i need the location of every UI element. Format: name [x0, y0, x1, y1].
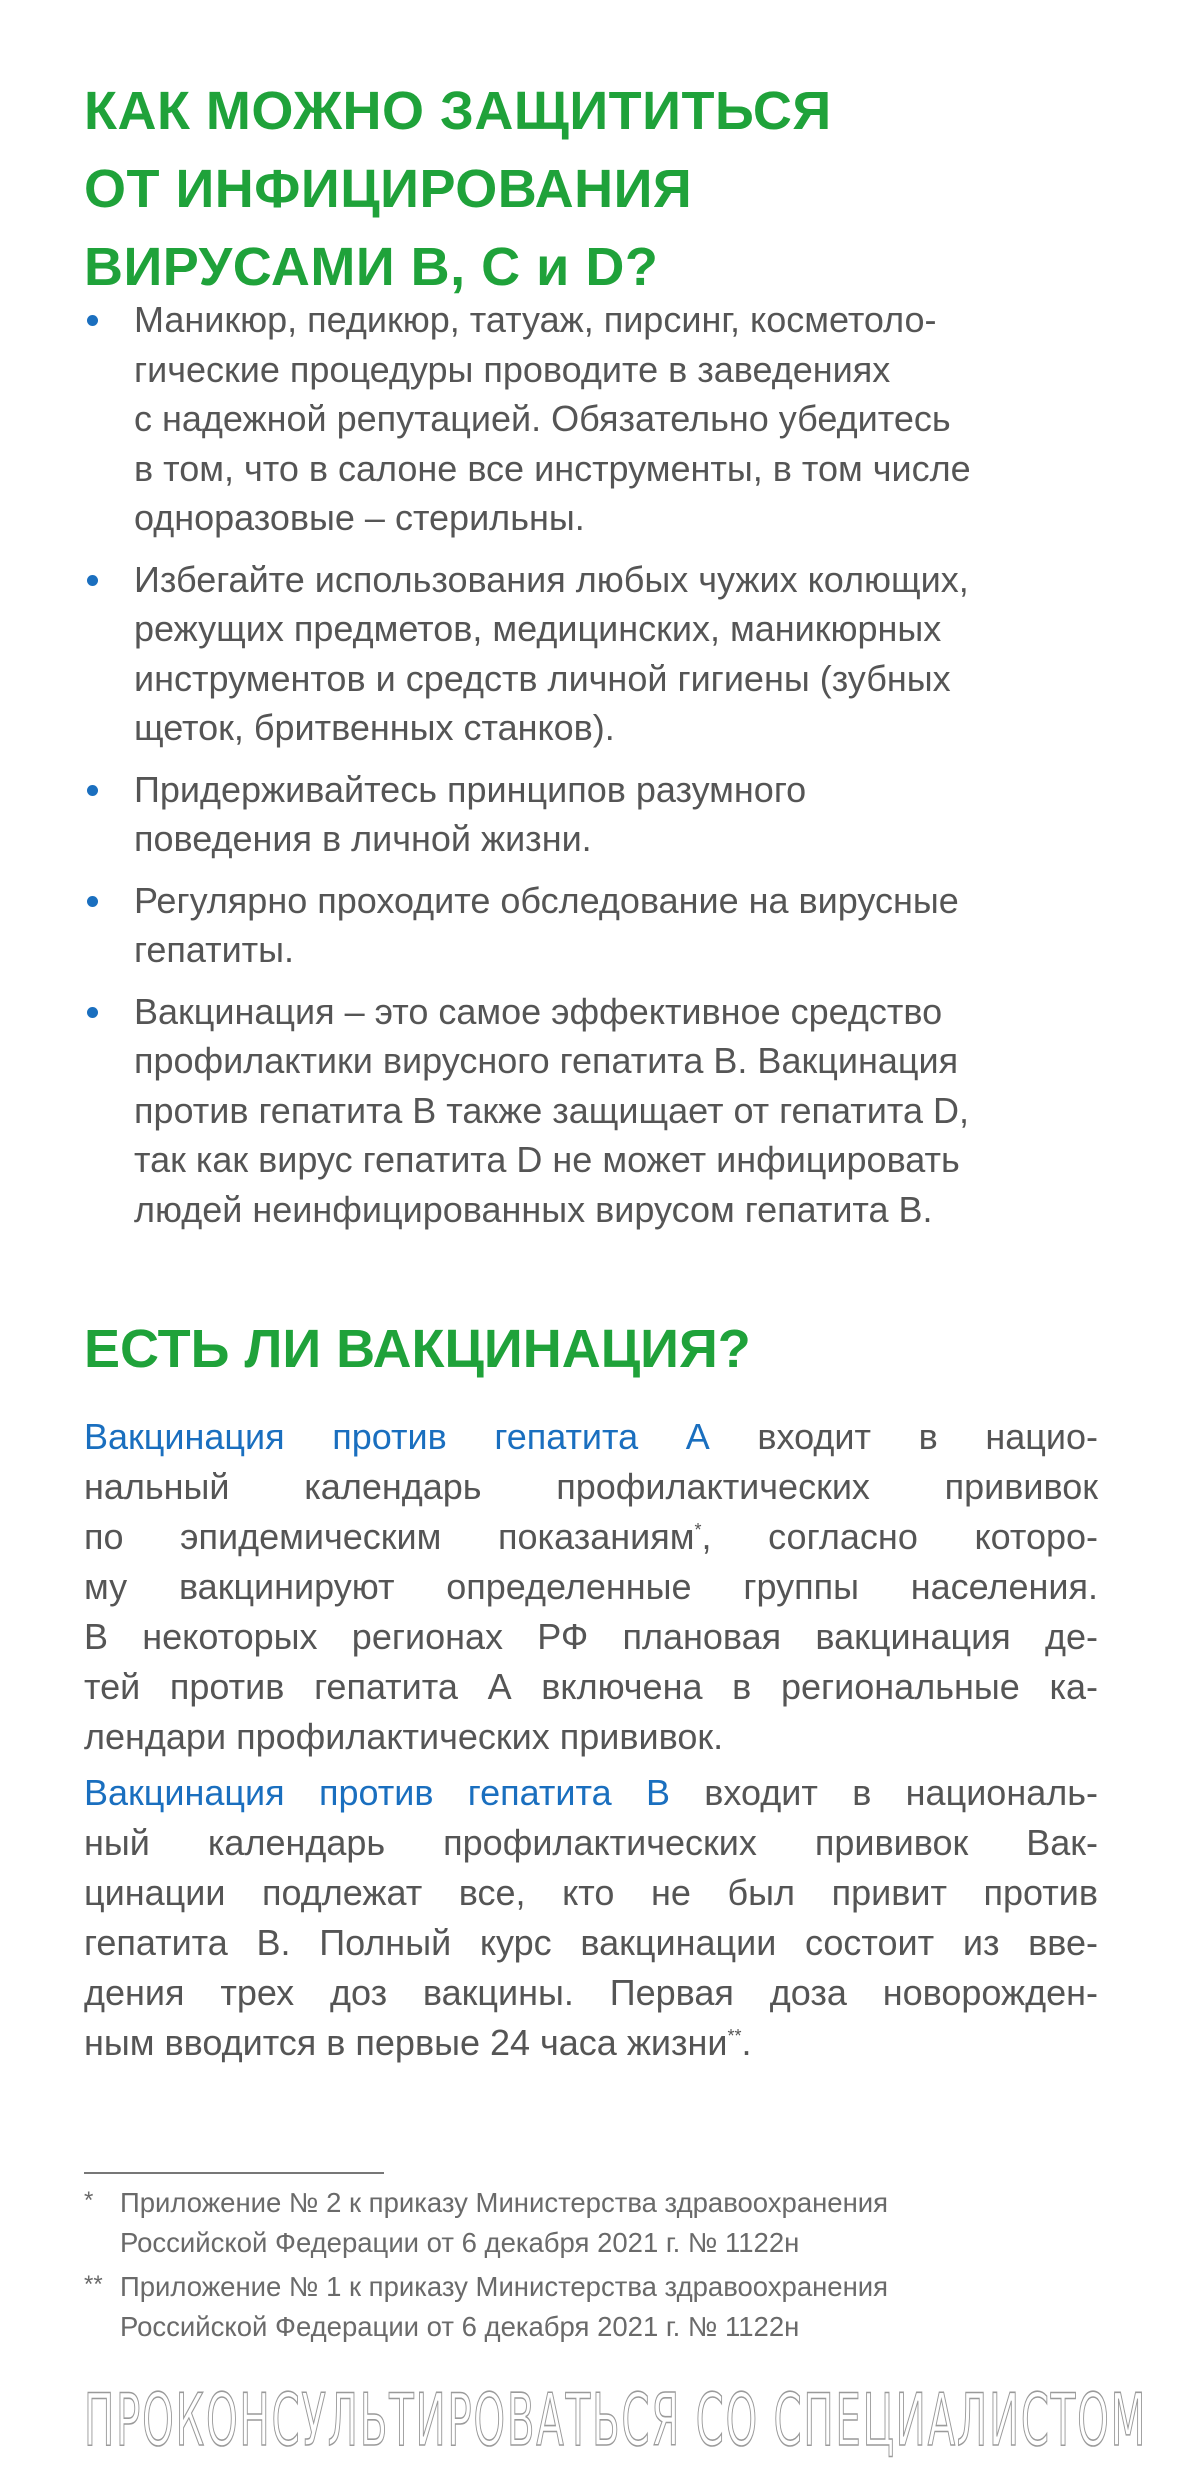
footnote-ref: **	[727, 2026, 742, 2046]
paragraph-line: лендари профилактических прививок.	[84, 1716, 724, 1757]
footnote-ref: *	[694, 1520, 702, 1540]
bullet-line: с надежной репутацией. Обязательно убедитесь	[134, 398, 951, 439]
bullet-line: людей неинфицированных вирусом гепатита В.	[134, 1188, 933, 1230]
bullet-item-avoid-sharp	[84, 555, 1124, 753]
bullet-line: поведения в личной жизни.	[134, 818, 592, 859]
bullet-dot-icon	[87, 896, 98, 907]
bullet-line: против гепатита В также защищает от гепатита D,	[134, 1089, 969, 1131]
paragraph-line	[84, 2018, 1098, 2068]
vaccination-heading: ЕСТЬ ЛИ ВАКЦИНАЦИЯ?	[84, 1319, 751, 1379]
bullet-line: щеток, бритвенных станков).	[134, 707, 615, 748]
bullet-item-manicure	[84, 295, 1124, 543]
paragraph-text: по эпидемическим показаниям	[84, 1516, 695, 1557]
hepatitis-a-paragraph	[84, 1412, 1098, 1762]
footnote-item	[84, 2183, 1124, 2263]
bullet-item-regular-testing	[84, 876, 1124, 975]
paragraph-line: В некоторых регионах РФ плановая вакцинация де-	[84, 1616, 1098, 1657]
paragraph-text: входит в нацио-	[709, 1416, 1098, 1457]
bullet-item-reasonable-behavior	[84, 765, 1124, 864]
bullet-line: Вакцинация – это самое эффективное средство	[134, 990, 943, 1032]
bullet-dot-icon	[87, 575, 98, 586]
protection-heading	[84, 72, 1084, 306]
bullet-line: гепатиты.	[134, 929, 295, 970]
paragraph-line	[84, 1512, 1098, 1562]
bullet-dot-icon	[87, 315, 98, 326]
hepatitis-a-highlight: Вакцинация против гепатита А	[84, 1416, 710, 1457]
bullet-line: Придерживайтесь принципов разумного	[134, 768, 807, 810]
hepatitis-b-highlight: Вакцинация против гепатита В	[84, 1772, 670, 1813]
footnote-mark: **	[84, 2271, 103, 2298]
bullet-line: в том, что в салоне все инструменты, в том числе	[134, 447, 971, 489]
heading-line: ВИРУСАМИ В, С и D?	[84, 237, 659, 297]
paragraph-line: гепатита В. Полный курс вакцинации состоит из вве-	[84, 1922, 1098, 1963]
paragraph-text: , согласно которо-	[701, 1516, 1098, 1557]
heading-line: КАК МОЖНО ЗАЩИТИТЬСЯ	[84, 81, 832, 141]
bullet-dot-icon	[87, 785, 98, 796]
footnote-line: Российской Федерации от 6 декабря 2021 г. № 1122н	[120, 2311, 800, 2342]
paragraph-line: му вакцинируют определенные группы населения.	[84, 1566, 1098, 1607]
bullet-line: Регулярно проходите обследование на вирусные	[134, 879, 959, 921]
paragraph-text: входит в националь-	[669, 1772, 1098, 1813]
footnote-item	[84, 2267, 1124, 2347]
paragraph-line	[84, 1768, 1098, 1818]
bullet-line: гические процедуры проводите в заведениях	[134, 348, 891, 390]
bullet-dot-icon	[87, 1007, 98, 1018]
paragraph-line	[84, 1412, 1098, 1462]
bullet-line: Избегайте использования любых чужих колющих,	[134, 558, 969, 600]
footnotes	[84, 2183, 1124, 2351]
paragraph-line: дения трех доз вакцины. Первая доза новорожден-	[84, 1972, 1098, 2013]
paragraph-line: нальный календарь профилактических прививок	[84, 1466, 1098, 1507]
footnote-line: Приложение № 1 к приказу Министерства здравоохранения	[120, 2271, 889, 2302]
bullet-line: профилактики вирусного гепатита В. Вакцинация	[134, 1040, 959, 1081]
paragraph-line: цинации подлежат все, кто не был привит против	[84, 1872, 1098, 1913]
footnote-line: Российской Федерации от 6 декабря 2021 г. № 1122н	[120, 2227, 800, 2258]
paragraph-line: ный календарь профилактических прививок Вак-	[84, 1822, 1098, 1863]
heading-line: ОТ ИНФИЦИРОВАНИЯ	[84, 159, 693, 219]
bullet-item-vaccination	[84, 987, 1124, 1235]
bullet-line: одноразовые – стерильны.	[134, 497, 585, 538]
protection-bullet-list	[84, 295, 1124, 1246]
footnote-line: Приложение № 2 к приказу Министерства здравоохранения	[120, 2187, 889, 2218]
paragraph-text: ным вводится в первые 24 часа жизни	[84, 2022, 728, 2063]
bullet-line: режущих предметов, медицинских, маникюрных	[134, 608, 942, 649]
paragraph-line: тей против гепатита А включена в региональные ка-	[84, 1666, 1098, 1707]
paragraph-text: .	[741, 2022, 752, 2063]
consult-specialist-banner: ПРОКОНСУЛЬТИРОВАТЬСЯ СО СПЕЦИАЛИСТОМ	[84, 2378, 1148, 2462]
bullet-line: инструментов и средств личной гигиены (зубных	[134, 657, 951, 699]
bullet-line: Маникюр, педикюр, татуаж, пирсинг, косметоло-	[134, 299, 937, 340]
footnote-divider	[84, 2172, 384, 2174]
bullet-line: так как вирус гепатита D не может инфицировать	[134, 1139, 960, 1180]
footnote-mark: *	[84, 2187, 94, 2214]
hepatitis-b-paragraph	[84, 1768, 1098, 2068]
